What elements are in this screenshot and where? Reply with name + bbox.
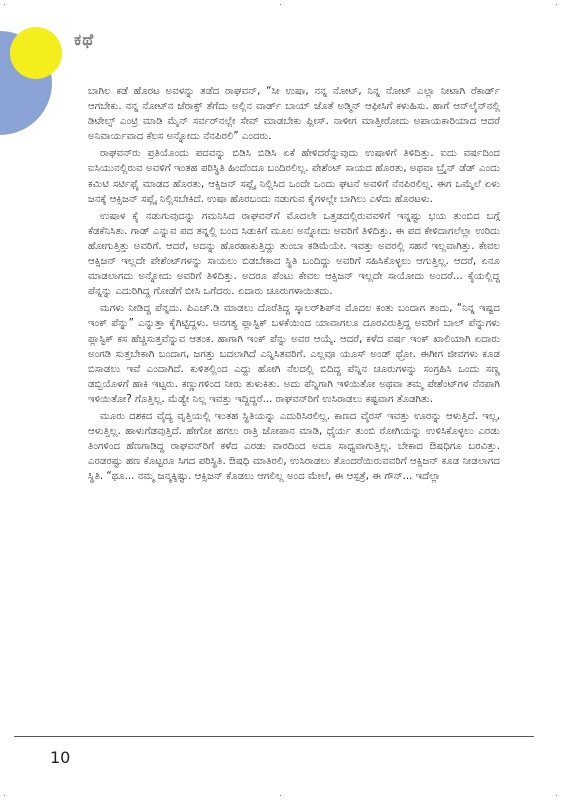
section-title: ಕಥೆ [74,30,95,49]
footer-divider [14,736,534,737]
crop-mark-bottom-center [280,795,281,796]
article-paragraph: ಬಾಗಿಲ ಕಡೆ ಹೊರಟ ಅವಳನ್ನು ತಡೆದ ರಾಘವನ್, “ಸೀ ಉಷಾ, ನನ್ನ ನೋಟ್, ನಿನ್ನ ನೋಟ್ ಎಲ್ಲಾ ನೀಟಾಗಿ ರೆಕಾರ್ಡ್ ಆಗಬೇಕು. ನನ್ನ ನೋಟ್‌ನ ಜೆರಾಕ್ಸ್ ತೆಗೆದು ಅಲ್ಲಿನ ವಾರ್ಡ್ ಬಾಯ್ ಜೊತೆ ಅಡ್ಮಿನ್ ಆಫೀಸಿಗೆ ಕಳುಹಿಸು. ಹಾಗೆ ಆನ್‌ಲೈನ್‌ನಲ್ಲಿ ಡಿಟೇಲ್ಸ್ ಎಂಟ್ರಿ ಮಾಡಿ ಮೈನ್ ಸರ್ವರ್‌ನಲ್ಲೇ ಸೇವ್ ಮಾಡಬೇಕು ಪ್ಲೀಸ್. ನಾಳೀಗ ಮಾತ್ತೀರೋದು ಅಪಾಯಕಾರಿಯಾದ ಆದರೆ ಅನಿವಾರ್ಯವಾದ ಕೆಲಸ ಅನ್ನೋದು ನೆನಪಿರಲಿ” ಎಂದರು. [88,86,500,143]
article-paragraph: ರಾಘವನ್‌ರು ಪ್ರತಿಯೊಂದು ಪದವನ್ನು ಬಿಡಿಸಿ ಬಿಡಿಸಿ ಏಕೆ ಹೇಳಿದರೆನ್ನುವುದು ಉಷಾಳಿಗೆ ತಿಳಿದಿತ್ತು. ಐದು ವರ್ಷದಿಂದ ಐಸಿಯುನಲ್ಲಿರುವ ಅವಳಿಗೆ ಇಂತಹ ಪರಿಸ್ಥಿತಿ ಹಿಂದೆಂದೂ ಬಂದಿರಲಿಲ್ಲ. ಪೇಶೆಂಟ್ ಸಾಯದ ಹೊರತು, ಅಥವಾ ಬ್ರೈನ್ ಡೆಡ್ ಎಂದು ಕಮಿಟಿ ಸರ್ಟಿಫೈ ಮಾಡದ ಹೊರತು, ಆಕ್ಸಿಜನ್ ಸಪ್ಲೈ ನಿಲ್ಲಿಸಿದ ಒಂದೇ ಒಂದು ಘಟನೆ ಅವಳಿಗೆ ನೆನಪಿರಲಿಲ್ಲ. ಈಗ ಒಮ್ಮೆಲೆ ಏಳು ಜನಕ್ಕೆ ಆಕ್ಸಿಜನ್ ಸಪ್ಲೈ ನಿಲ್ಲಿಸಬೇಕಿದೆ. ಉಷಾ ಹೊರಬಂದು ನಡುಗುವ ಕೈಗಳಲ್ಲೇ ಬಾಗಿಲು ಎಳೆದು ಹೊರಟಳು. [88,148,500,205]
decorative-yellow-circle [10,27,62,79]
crop-mark-top-center [280,4,281,5]
article-paragraph: ಮೂರು ದಶಕದ ವೈದ್ಯ ವೃತ್ತಿಯಲ್ಲಿ ಇಂತಹ ಸ್ಥಿತಿಯನ್ನು ಎದುರಿಸಿರಲಿಲ್ಲ. ಕಾಣದ ವೈರಸ್ ಇವತ್ತು ಊರನ್ನು ಆಳುತ್ತಿದೆ. ಇಲ್ಲ, ಆಳುತ್ತಿಲ್ಲ. ಹಾಳುಗೆಡವುತ್ತಿದೆ. ಹೇಗೋ ಹಗಲು ರಾತ್ರಿ ಜೋಪಾನ ಮಾಡಿ, ಧೈರ್ಯ ತುಂಬಿ ರೋಗಿಯನ್ನು ಉಳಿಸಿಕೊಳ್ಳಲು ಎರಡು ತಿಂಗಳಿಂದ ಹೆಣಗಾಡಿದ್ದ ರಾಘವನ್‌ರಿಗೆ ಕಳೆದ ಎರಡು ವಾರದಿಂದ ಅದೂ ಸಾಧ್ಯವಾಗುತ್ತಿಲ್ಲ. ಬೇಕಾದ ಔಷಧಿಗೂ ಬರವಿತ್ತು. ಎರಡರಷ್ಟು ಹಣ ಕೊಟ್ಟರೂ ಸಿಗದ ಪರಿಸ್ಥಿತಿ. ಔಷಧಿ ಮಾತಿರಲಿ, ಉಸಿರಾಡಲು ತೊಂದರೆಯಿರುವವರಿಗೆ ಆಕ್ಸಿಜನ್ ಕೂಡ ನೀಡಲಾಗದ ಸ್ಥಿತಿ. “ಥೂ... ನಮ್ಮ ಜನ್ಮಕ್ಕಿಷ್ಟು. ಆಕ್ಸಿಜನ್ ಕೊಡಲು ಆಗಲಿಲ್ಲ ಅಂದ ಮೇಲೆ, ಈ ಆಸ್ಪತ್ರೆ, ಈ ಗೌನ್... ಇದೆಲ್ಲಾ [88,410,500,483]
crop-mark-bottom-right [556,795,557,796]
article-paragraph: ಉಷಾಳ ಕೈ ನಡುಗುವುದನ್ನು ಗಮನಿಸಿದ ರಾಘವನ್‌ಗೆ ಮೊದಲೇ ಒತ್ತಡದಲ್ಲಿರುವವಳಿಗೆ ಇನ್ನಷ್ಟು ಭಯ ತುಂಬಿದ ಬಗ್ಗೆ ಕೆಡಕೆನಿಸಿತು. ಗಾಡ್ ಎನ್ನುವ ಪದ ತನ್ನಲ್ಲಿ ಬಂದ ಸಿಡುಕಿಗೆ ಮೂಲ ಅನ್ನೋದು ಅವರಿಗೆ ತಿಳಿದಿತ್ತು. ಈ ಪದ ಕೇಳಿದಾಗಲೆಲ್ಲಾ ಉರಿದು ಹೋಗುತ್ತಿತ್ತು ಅವರಿಗೆ. ಆದರೆ, ಅದನ್ನು ಹೊರಹಾಕುತ್ತಿದ್ದು ತುಂಬಾ ಕಡಿಮೆಯೇ. ಇವತ್ತು ಅವರಲ್ಲಿ ಸಹನೆ ಇಲ್ಲವಾಗಿತ್ತು. ಕೇವಲ ಆಕ್ಸಿಜನ್ ಇಲ್ಲದೇ ಪೇಶೆಂಟ್‌ಗಳನ್ನು ಸಾಯಲು ಬಿಡಬೇಕಾದ ಸ್ಥಿತಿ ಬಂದಿದ್ದು ಅವರಿಗೆ ಸಹಿಸಿಕೊಳ್ಳಲು ಆಗುತ್ತಿಲ್ಲ. ಆದರೆ, ಏನೂ ಮಾಡಲಾಗದು ಅನ್ನೋದು ಅವರಿಗೆ ತಿಳಿದಿತ್ತು. ಅದರೂ ಪೆಂಟು ಕೇವಲ ಆಕ್ಸಿಜನ್ ಇಲ್ಲದೇ ಸಾಯೋದು ಅಂದರೆ... ಕೈಯಲ್ಲಿದ್ದ ಪೆನ್ನನ್ನು ಎದುರಿಗಿದ್ದ ಗೋಡೆಗೆ ಬೀಸಿ ಒಗೆದರು. ಏದಾರು ಚೂರುಗಳಾಯಿತದು. [88,210,500,298]
page-number: 10 [50,748,71,767]
crop-mark-bottom-left [4,795,5,796]
crop-mark-top-left [4,4,5,5]
crop-mark-top-right [556,4,557,5]
article-body [88,84,500,486]
article-paragraph: ಮಗಳು ನೀಡಿದ್ದ ಪೆನ್ನದು. ಪಿಎಚ್.ಡಿ ಮಾಡಲು ದೊರೆತಿದ್ದ ಸ್ಕಾಲರ್‌ಶಿಪ್‌ನ ಮೊದಲ ಕಂತು ಬಂದಾಗ ತಂದು, “ನಿನ್ನ ಇಷ್ಟದ ಇಂಕ್ ಪೆನ್ನು” ಎನ್ನುತ್ತಾ ಕೈಗಿಟ್ಟಿದ್ದಳು. ಅನಗತ್ಯ ಪ್ಲಾಸ್ಟಿಕ್ ಬಳಕೆಯಿಂದ ಯಾವಾಗಲೂ ದೂರವಿರುತ್ತಿದ್ದ ಅವರಿಗೆ ಬಾಲ್ ಪೆನ್ನುಗಳು ಪ್ಲಾಸ್ಟಿಕ್ ಕಸ ಹೆಚ್ಚಿಸುತ್ತವೆನ್ನುವ ಆತಂಕ. ಹಾಗಾಗಿ ಇಂಕ್ ಪೆನ್ನು ಅವರ ಆಯ್ಕೆ. ಆದರೆ, ಕಳೆದ ವರ್ಷ ಇಂಕ್ ಖಾಲಿಯಾಗಿ ಏದಾರು ಅಂಗಡಿ ಸುತ್ತಬೇಕಾಗಿ ಬಂದಾಗ, ಜಗತ್ತು ಬದಲಾಗಿದೆ ಎನ್ನಿಸಿತವರಿಗೆ. ಎಲ್ಲವೂ ಯೂಸ್ ಅಂಡ್ ಥ್ರೋ. ಈಗೀಗ ಜೀವಗಳು ಕೂಡ ಬಿಸಾಡಲು ಇವೆ ಎಂದಾಗಿದೆ. ಕುಳಿತಲ್ಲಿಂದ ಎದ್ದು ಹೋಗಿ ನೆಲದಲ್ಲಿ ಬಿದಿದ್ದ ಪೆನ್ನಿನ ಚೂರುಗಳನ್ನು ಸಂಗ್ರಹಿಸಿ ಒಂದು ಸಣ್ಣ ಡಬ್ಬಿಯೊಳಗೆ ಹಾಕಿ ಇಟ್ಟರು. ಕಣ್ಣುಗಳಿಂದ ನೀರು ತುಳುಕಿತು. ಅದು ಪೆನ್ನಿಗಾಗಿ ಇಳಿಯಿತೋ ಅಥವಾ ತಮ್ಮ ಪೇಶೆಂಟ್‌ಗಳ ನೆನಪಾಗಿ ಇಳಿಯಿತೋ? ಗೊತ್ತಿಲ್ಲ. ಮೆಡ್ಯೇ ನಿಲ್ಲ ಇವತ್ತು ಇದ್ದಿದ್ದರೆ... ರಾಘವನ್‌ರಿಗೆ ಉಸಿರಾಡಲು ಕಷ್ಟವಾಗ ತೊಡಗಿತು. [88,303,500,405]
